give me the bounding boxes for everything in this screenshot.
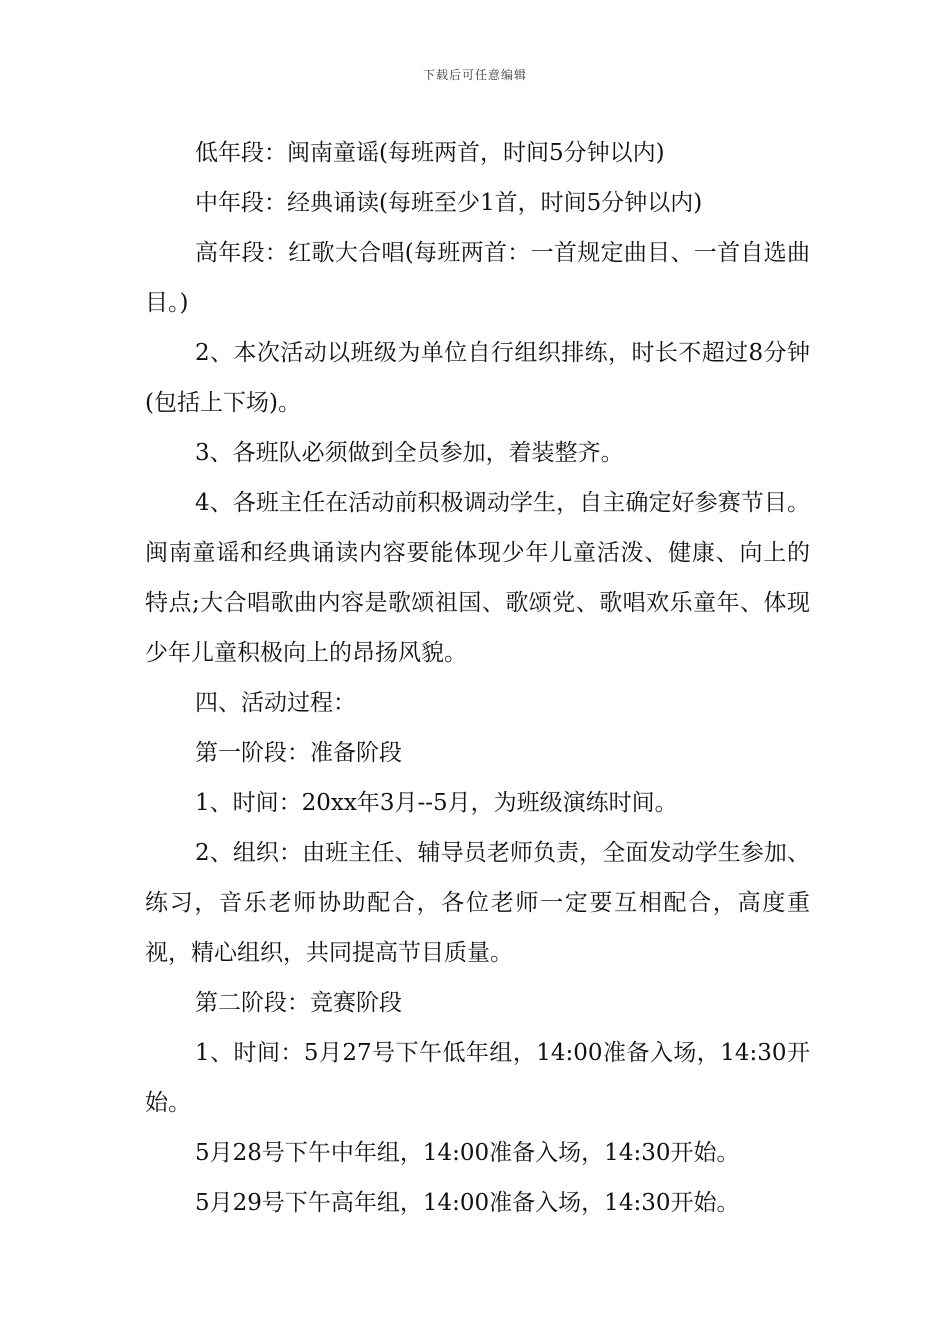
paragraph-item-2: 2、本次活动以班级为单位自行组织排练，时长不超过8分钟(包括上下场)。 xyxy=(145,340,810,416)
stage-two-time-low: 1、时间：5月27号下午低年组，14:00准备入场，14:30开始。 xyxy=(145,1040,810,1116)
stage-two-time-high: 5月29号下午高年组，14:00准备入场，14:30开始。 xyxy=(195,1190,740,1216)
stage-one-organization: 2、组织：由班主任、辅导员老师负责，全面发动学生参加、练习，音乐老师协助配合，各位老师一定要互相配合，高度重视，精心组织，共同提高节目质量。 xyxy=(145,840,810,966)
stage-one-heading: 第一阶段：准备阶段 xyxy=(195,740,402,766)
paragraph-low-grade: 低年段：闽南童谣(每班两首，时间5分钟以内) xyxy=(195,140,665,166)
stage-two-time-middle: 5月28号下午中年组，14:00准备入场，14:30开始。 xyxy=(195,1140,740,1166)
paragraph-item-3: 3、各班队必须做到全员参加，着装整齐。 xyxy=(195,440,624,466)
paragraph-item-4: 4、各班主任在活动前积极调动学生，自主确定好参赛节目。闽南童谣和经典诵读内容要能体现少年儿童活泼、健康、向上的特点;大合唱歌曲内容是歌颂祖国、歌颂党、歌唱欢乐童年、体现少年儿童积极向上的昂扬风貌。 xyxy=(145,490,810,666)
page-header-note: 下载后可任意编辑 xyxy=(422,68,527,82)
stage-two-heading: 第二阶段：竞赛阶段 xyxy=(195,990,402,1016)
paragraph-high-grade: 高年段：红歌大合唱(每班两首：一首规定曲目、一首自选曲目。) xyxy=(145,240,810,316)
paragraph-middle-grade: 中年段：经典诵读(每班至少1首，时间5分钟以内) xyxy=(195,190,703,216)
section-heading-process: 四、活动过程： xyxy=(195,690,356,716)
document-body xyxy=(145,128,810,1228)
stage-one-time: 1、时间：20xx年3月--5月，为班级演练时间。 xyxy=(195,790,678,816)
